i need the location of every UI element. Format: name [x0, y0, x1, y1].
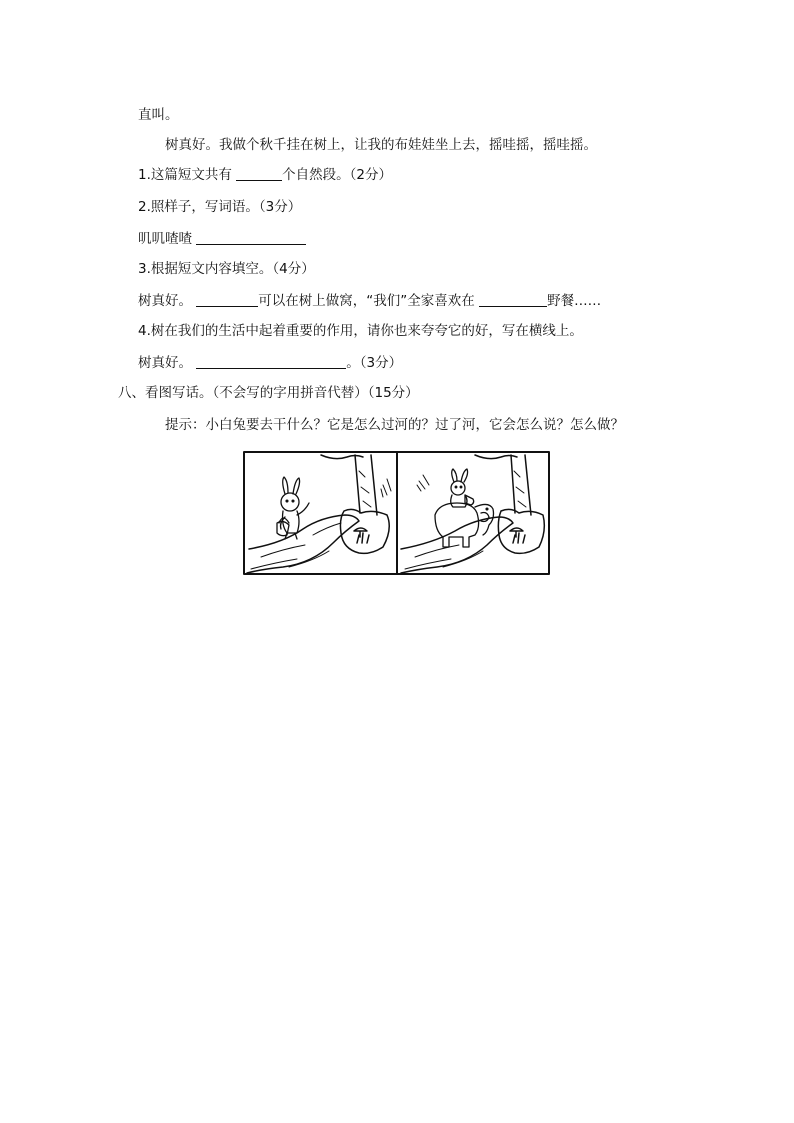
- question-1: [138, 166, 392, 184]
- question-4-prefix: 树真好。: [138, 355, 197, 371]
- panel-1-rabbit: [277, 477, 309, 539]
- panel-2-bush: [417, 475, 429, 491]
- picture-panels: [243, 451, 550, 575]
- panel-1: [247, 455, 391, 573]
- question-3-part-2: 可以在树上做窝，“我们”全家喜欢在: [258, 293, 480, 309]
- panel-2-rabbit: [451, 469, 474, 507]
- question-1-answer-blank[interactable]: [236, 166, 282, 181]
- question-2-example: [138, 230, 306, 248]
- passage-line-2: 树真好。我做个秋千挂在树上，让我的布娃娃坐上去，摇哇摇，摇哇摇。: [165, 137, 597, 153]
- question-4-answer-blank[interactable]: [196, 354, 346, 369]
- question-1-prefix: 1.这篇短文共有: [138, 167, 237, 183]
- panel-1-tree-trunk: [355, 455, 377, 515]
- picture-illustration: [243, 451, 550, 575]
- panel-2: [401, 455, 544, 573]
- question-3-fill: [138, 292, 601, 310]
- question-4-suffix: 。（3分）: [346, 355, 403, 371]
- panel-1-mushroom: [354, 528, 367, 537]
- panel-1-grass: [357, 533, 369, 543]
- question-2-answer-blank[interactable]: [196, 230, 306, 245]
- question-3-part-1: 树真好。: [138, 293, 197, 309]
- passage-line-1: 直叫。: [138, 107, 179, 123]
- panel-1-bush: [381, 479, 391, 497]
- panel-2-tree-trunk: [511, 455, 531, 515]
- panel-2-elephant: [435, 503, 494, 547]
- section-8-hint: 提示：小白兔要去干什么？它是怎么过河的？过了河，它会怎么说？怎么做？: [165, 417, 624, 433]
- question-3-part-3: 野餐……: [547, 293, 602, 309]
- section-8-title: 八、看图写话。（不会写的字用拼音代替）（15分）: [118, 385, 419, 401]
- question-4-fill: [138, 354, 402, 372]
- question-3-blank-1[interactable]: [196, 292, 258, 307]
- panel-2-mushroom: [510, 528, 523, 537]
- question-2-example-word: 叽叽喳喳: [138, 231, 197, 247]
- panel-1-river-bank: [247, 515, 359, 573]
- question-2-title: 2.照样子，写词语。（3分）: [138, 199, 302, 215]
- panel-2-grass: [513, 533, 525, 543]
- panel-1-foliage: [321, 455, 363, 459]
- question-1-suffix: 个自然段。（2分）: [282, 167, 393, 183]
- question-3-blank-2[interactable]: [479, 292, 547, 307]
- question-4-title: 4.树在我们的生活中起着重要的作用，请你也来夸夸它的好，写在横线上。: [138, 323, 583, 339]
- question-3-title: 3.根据短文内容填空。（4分）: [138, 261, 315, 277]
